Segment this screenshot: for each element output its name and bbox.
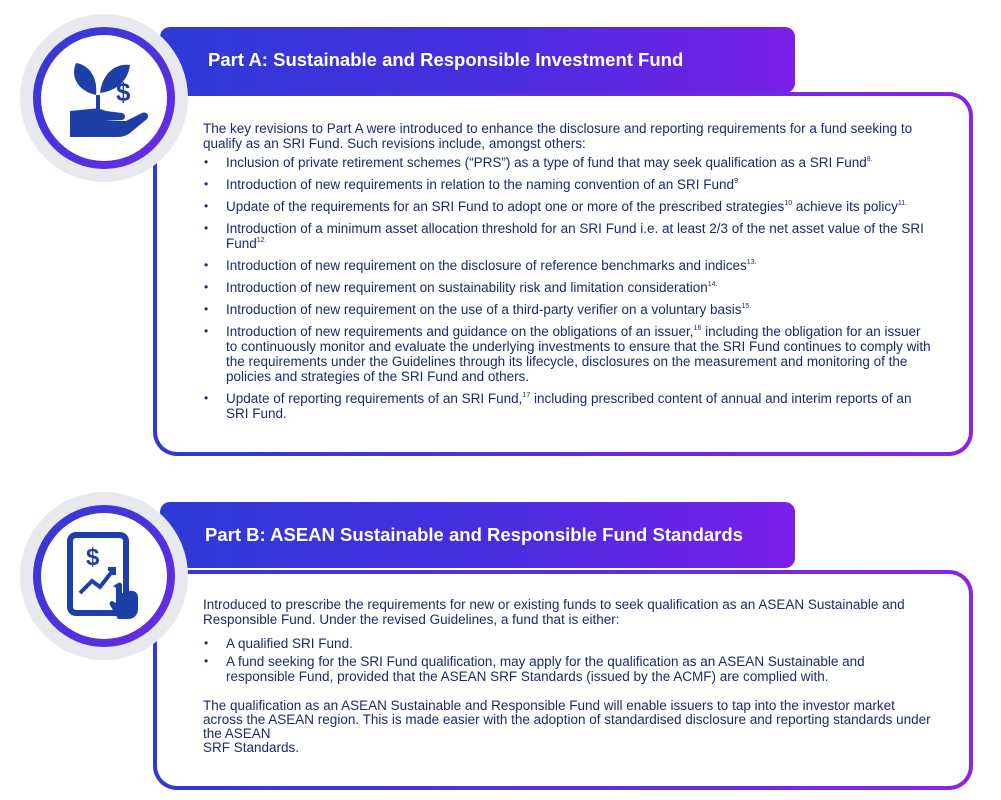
- part-a-intro: The key revisions to Part A were introduced to enhance the disclosure and reporting requirements for a fund seeking to qualify as an SRI Fund. Such revisions include, amongst others:: [203, 121, 913, 151]
- list-item: • Update of reporting requirements of an SRI Fund,$^{17}$ including prescribed content of annual and interim reports of an SRI Fund.: [203, 391, 933, 421]
- part-b-body: [203, 597, 933, 755]
- svg-text:$: $: [86, 544, 100, 571]
- part-b-list: [203, 636, 933, 684]
- list-item: • Introduction of new requirement on the use of a third-party verifier on a voluntary basis$^{15.}$: [203, 302, 933, 317]
- plant-money-hand-icon: [56, 55, 152, 141]
- list-item: • Introduction of a minimum asset allocation threshold for an SRI Fund i.e. at least 2/3 of the net asset value of the SRI Fund$^{12.}$: [203, 221, 933, 251]
- list-item: • Inclusion of private retirement schemes (“PRS”) as a type of fund that may seek qualification as a SRI Fund$^{8.}$: [203, 155, 933, 170]
- part-b-section: [0, 478, 1001, 800]
- list-item: • Update of the requirements for an SRI Fund to adopt one or more of the prescribed strategies$^{10}$ achieve its policy$^{11.}$: [203, 199, 933, 214]
- part-a-title: Part A: Sustainable and Responsible Investment Fund: [160, 27, 795, 93]
- list-item: • Introduction of new requirement on the disclosure of reference benchmarks and indices$^{13.}$: [203, 258, 933, 273]
- part-a-list: [203, 155, 933, 421]
- part-a-body: [203, 121, 933, 428]
- list-item: • A qualified SRI Fund.: [203, 636, 933, 651]
- svg-text:$: $: [116, 77, 131, 107]
- part-b-closing: The qualification as an ASEAN Sustainable and Responsible Fund will enable issuers to tap into the investor market across the ASEAN region. This is made easier with the adoption of standardised disclosure and reporting standards under the ASEAN SRF Standards.: [203, 698, 931, 755]
- part-b-title: Part B: ASEAN Sustainable and Responsible Fund Standards: [160, 502, 795, 568]
- list-item: • Introduction of new requirements and guidance on the obligations of an issuer,$^{16}$ including the obligation for an issuer to continuously monitor and evaluate the underlying investments to ensure that the SRI Fund continues to comply with the requirements under the Guidelines through its lifecycle, disclosures on the measurement and monitoring of the policies and strategies of the SRI Fund and others.: [203, 324, 933, 384]
- list-item: • A fund seeking for the SRI Fund qualification, may apply for the qualification as an ASEAN Sustainable and responsible Fund, provided that the ASEAN SRF Standards (issued by the ACMF) are complied with.: [203, 654, 933, 684]
- part-b-intro: Introduced to prescribe the requirements for new or existing funds to seek qualification as an ASEAN Sustainable and Responsible Fund. Under the revised Guidelines, a fund that is either:: [203, 597, 905, 627]
- list-item: • Introduction of new requirements in relation to the naming convention of an SRI Fund$^{9.}$: [203, 177, 933, 192]
- list-item: • Introduction of new requirement on sustainability risk and limitation consideration$^{14.}$: [203, 280, 933, 295]
- tablet-growth-chart-icon: [62, 531, 146, 621]
- part-a-icon-badge: [20, 14, 188, 182]
- part-b-icon-badge: [20, 492, 188, 660]
